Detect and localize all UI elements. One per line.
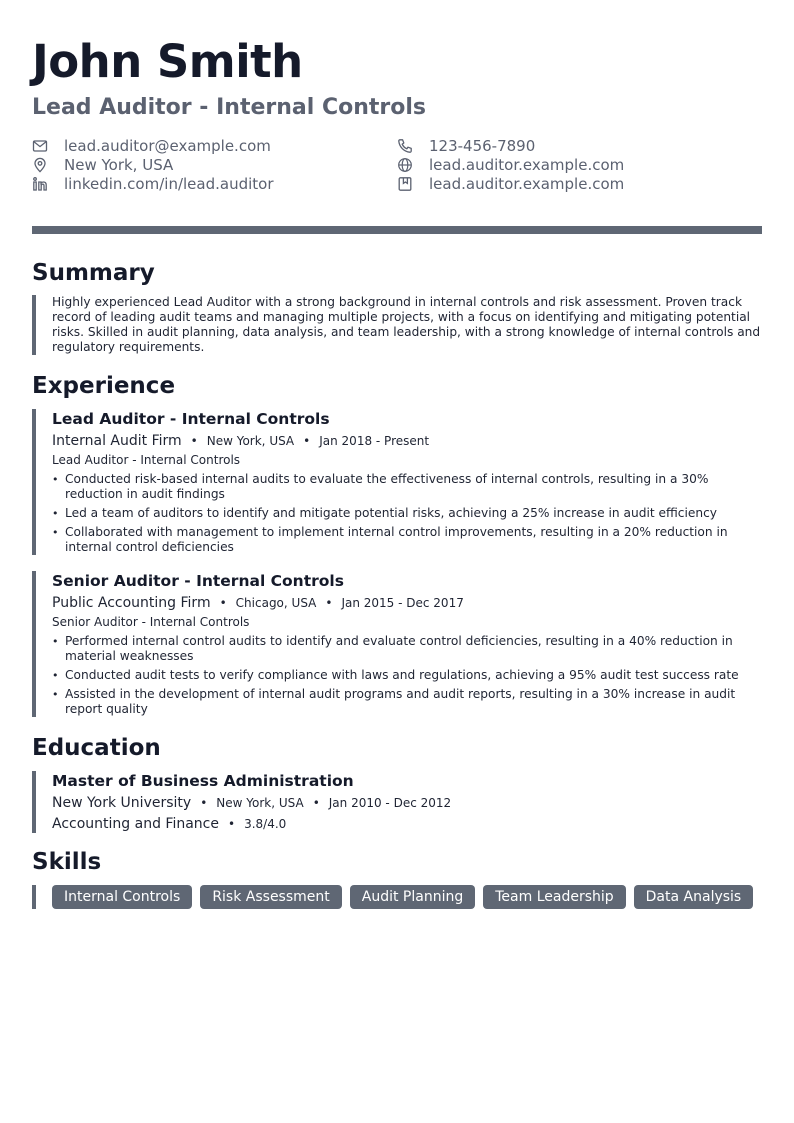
- skills-heading: Skills: [32, 849, 102, 875]
- skill-chip: Audit Planning: [350, 885, 475, 909]
- experience-heading: Experience: [32, 373, 176, 399]
- job-company: Public Accounting Firm: [52, 595, 211, 611]
- skills-list: [32, 885, 762, 909]
- contact-website[interactable]: [397, 155, 762, 174]
- summary-text: Highly experienced Lead Auditor with a strong background in internal controls and risk assessment. Proven track record of leading audit teams and managing multiple projects, with a focus on identifying and mitigating potential risks. Skilled in audit planning, data analysis, and team leadership, with a strong knowledge of internal controls and regulatory requirements.: [32, 295, 762, 355]
- job-dates: Jan 2015 - Dec 2017: [341, 596, 464, 610]
- education-dates: Jan 2010 - Dec 2012: [328, 796, 452, 810]
- skill-chip: Team Leadership: [483, 885, 625, 909]
- map-pin-icon: [32, 157, 48, 173]
- experience-entry: [32, 409, 762, 555]
- education-heading: Education: [32, 735, 161, 761]
- job-bullets: [52, 634, 762, 717]
- contact-linkedin[interactable]: [32, 174, 397, 193]
- contact-website-text: lead.auditor.example.com: [429, 155, 625, 174]
- contact-email-text: lead.auditor@example.com: [64, 136, 271, 155]
- separator-dot: •: [325, 596, 333, 610]
- field-of-study: Accounting and Finance: [52, 816, 219, 832]
- job-subtitle: Senior Auditor - Internal Controls: [52, 615, 250, 629]
- gpa: 3.8/4.0: [244, 817, 287, 831]
- linkedin-icon: [32, 176, 48, 192]
- mail-icon: [32, 138, 48, 154]
- job-bullet: • Conducted audit tests to verify compliance with laws and regulations, achieving a 95% audit test success rate: [52, 668, 762, 683]
- skill-chip: Risk Assessment: [200, 885, 341, 909]
- education-entry: [32, 771, 762, 833]
- job-subtitle: Lead Auditor - Internal Controls: [52, 453, 241, 467]
- phone-icon: [397, 138, 413, 154]
- summary-heading: Summary: [32, 260, 155, 286]
- job-bullet: • Performed internal control audits to identify and evaluate control deficiencies, resulting in a 40% reduction in material weaknesses: [52, 634, 762, 664]
- job-title: Senior Auditor - Internal Controls: [52, 572, 344, 590]
- job-location: Chicago, USA: [235, 596, 317, 610]
- bookmark-icon: [397, 176, 413, 192]
- job-dates: Jan 2018 - Present: [319, 434, 430, 448]
- skill-chip: Internal Controls: [52, 885, 192, 909]
- job-bullet: • Led a team of auditors to identify and mitigate potential risks, achieving a 25% increase in audit efficiency: [52, 506, 762, 521]
- contact-portfolio[interactable]: [397, 174, 762, 193]
- job-company: Internal Audit Firm: [52, 433, 182, 449]
- candidate-name: John Smith: [32, 35, 303, 88]
- job-location: New York, USA: [206, 434, 295, 448]
- job-bullets: [52, 472, 762, 555]
- separator-dot: •: [312, 796, 320, 810]
- skill-chip: Data Analysis: [634, 885, 754, 909]
- school-location: New York, USA: [216, 796, 304, 810]
- contact-location-text: New York, USA: [64, 155, 174, 174]
- job-meta: [52, 594, 762, 612]
- globe-icon: [397, 157, 413, 173]
- separator-dot: •: [200, 796, 208, 810]
- contact-portfolio-text: lead.auditor.example.com: [429, 174, 625, 193]
- experience-entry: [32, 571, 762, 717]
- separator-dot: •: [219, 596, 227, 610]
- job-title: Lead Auditor - Internal Controls: [52, 410, 330, 428]
- separator-dot: •: [227, 817, 236, 831]
- degree-title: Master of Business Administration: [52, 772, 354, 790]
- header-divider: [32, 226, 762, 234]
- contact-location: [32, 155, 397, 174]
- contact-list: [32, 136, 762, 193]
- contact-phone[interactable]: [397, 136, 762, 155]
- education-field-row: [52, 815, 762, 833]
- separator-dot: •: [190, 434, 198, 448]
- contact-phone-text: 123-456-7890: [429, 136, 536, 155]
- education-meta: [52, 794, 762, 812]
- job-meta: [52, 432, 762, 450]
- separator-dot: •: [303, 434, 311, 448]
- candidate-headline: Lead Auditor - Internal Controls: [32, 95, 426, 120]
- resume-page: [32, 0, 762, 909]
- contact-linkedin-text: linkedin.com/in/lead.auditor: [64, 174, 274, 193]
- job-bullet: • Collaborated with management to implement internal control improvements, resulting in a 20% reduction in internal control deficiencies: [52, 525, 762, 555]
- job-bullet: • Assisted in the development of internal audit programs and audit reports, resulting in a 30% increase in audit report quality: [52, 687, 762, 717]
- school-name: New York University: [52, 795, 192, 811]
- contact-email[interactable]: [32, 136, 397, 155]
- job-bullet: • Conducted risk-based internal audits to evaluate the effectiveness of internal controls, resulting in a 30% reduction in audit findings: [52, 472, 762, 502]
